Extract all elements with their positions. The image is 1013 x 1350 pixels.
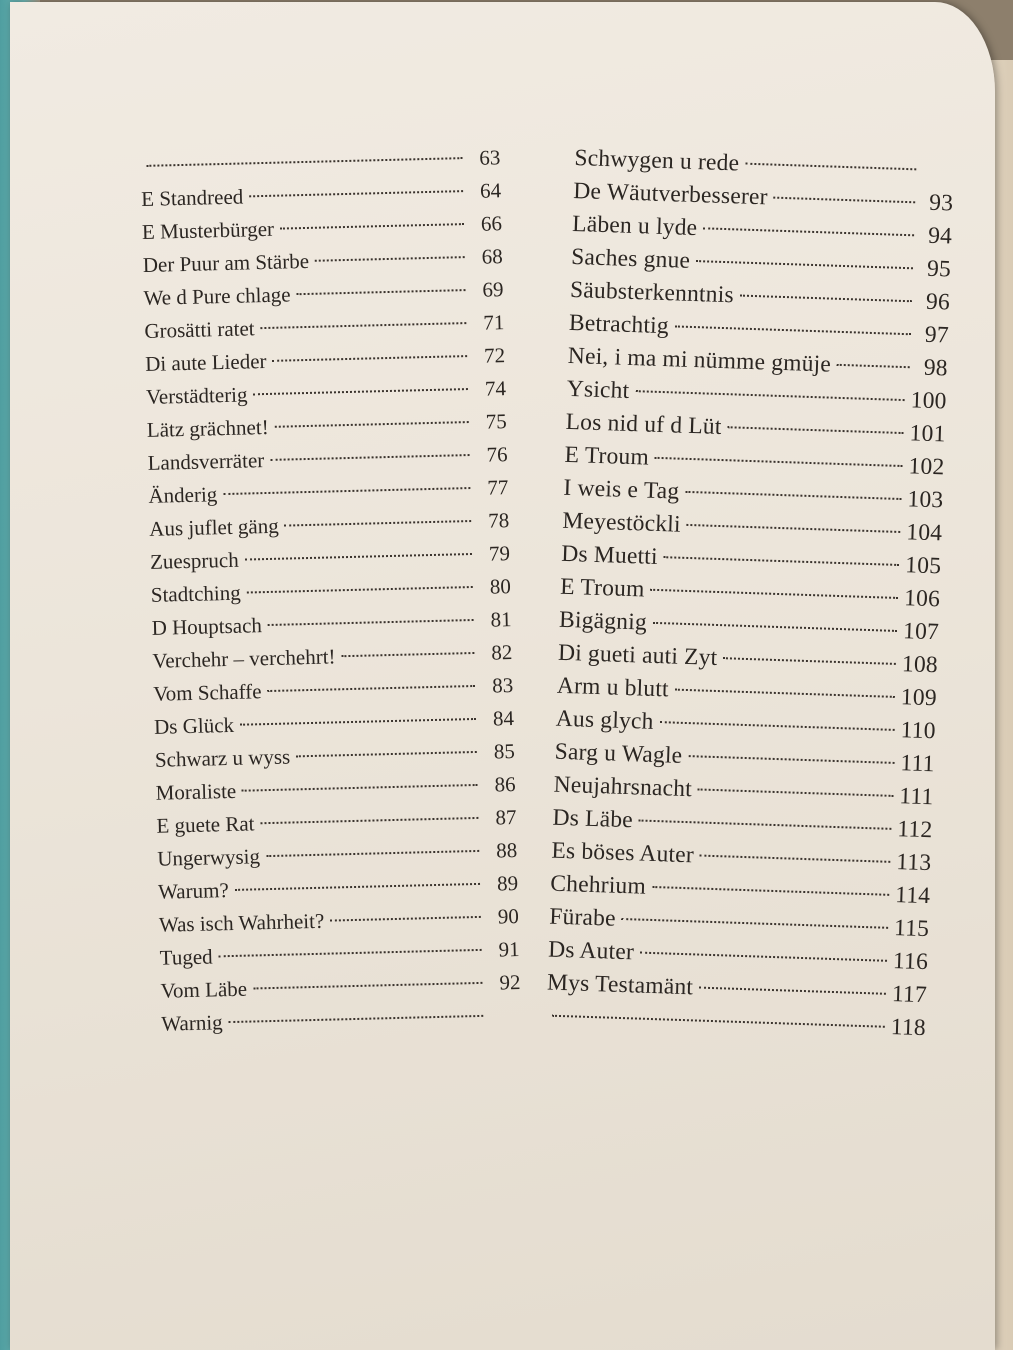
- toc-entry-page-number: 66: [480, 211, 503, 236]
- toc-entry-page-number: 114: [894, 882, 931, 910]
- dot-leader: [146, 157, 462, 167]
- toc-entry-title: Ysicht: [566, 375, 630, 404]
- toc-entry-page-number: 117: [891, 980, 928, 1009]
- dot-leader: [260, 817, 478, 824]
- toc-entry-title: Der Puur am Stärbe: [142, 248, 310, 277]
- toc-entry-page-number: 93: [928, 189, 954, 217]
- toc-entry-page-number: 97: [924, 321, 950, 349]
- dot-leader: [253, 982, 482, 990]
- toc-entry-page-number: 69: [482, 277, 504, 302]
- toc-entry-title: Warnig: [161, 1010, 223, 1036]
- toc-entry-page-number: 83: [491, 673, 514, 698]
- toc-entry-title: Ds Auter: [547, 936, 635, 966]
- toc-entry-page-number: 103: [907, 486, 944, 514]
- toc-entry-title: Neujahrsnacht: [553, 771, 693, 803]
- dot-leader: [698, 788, 894, 796]
- toc-entry-title: Di aute Lieder: [144, 348, 267, 376]
- toc-entry-title: Betrachtig: [568, 309, 670, 340]
- dot-leader: [651, 589, 899, 599]
- toc-entry-page-number: 109: [900, 684, 938, 712]
- toc-entry-page-number: 113: [895, 849, 932, 877]
- toc-entry-page-number: 110: [900, 717, 937, 745]
- dot-leader: [660, 721, 895, 731]
- dot-leader: [740, 295, 912, 303]
- toc-entry-title: Es böses Auter: [551, 837, 695, 869]
- toc-entry-title: Warum?: [157, 878, 230, 904]
- toc-entry-title: E guete Rat: [156, 811, 255, 838]
- dot-leader: [297, 289, 466, 295]
- toc-entry-page-number: 102: [908, 453, 945, 481]
- dot-leader: [247, 586, 473, 594]
- toc-entry-page-number: 118: [890, 1013, 927, 1042]
- toc-entry-title: Aus glych: [555, 705, 655, 735]
- toc-entry-page-number: 78: [487, 508, 510, 533]
- toc-entry-page-number: 85: [493, 739, 516, 764]
- toc-entry-page-number: 116: [892, 948, 929, 976]
- dot-leader: [653, 622, 897, 632]
- toc-entry-page-number: 94: [927, 222, 953, 250]
- toc-entry-page-number: 86: [494, 772, 516, 797]
- toc-entry-page-number: 112: [896, 816, 933, 844]
- toc-entry-title: Ds Muetti: [560, 540, 659, 570]
- toc-entry-title: E Musterbürger: [141, 216, 275, 244]
- dot-leader: [652, 886, 889, 896]
- dot-leader: [699, 987, 886, 995]
- toc-entry-page-number: [489, 1022, 521, 1023]
- dot-leader: [315, 256, 465, 262]
- toc-entry-page-number: 111: [898, 783, 934, 811]
- toc-entry-page-number: 106: [903, 585, 941, 613]
- dot-leader: [688, 755, 894, 764]
- toc-entry-title: Schwygen u rede: [574, 144, 740, 177]
- toc-entry-page-number: 84: [492, 706, 515, 731]
- toc-entry-title: De Wäutverbesserer: [572, 177, 769, 211]
- toc-entry-page-number: [922, 177, 954, 178]
- toc-entry-page-number: 101: [909, 420, 946, 448]
- toc-entry-title: We d Pure chlage: [143, 282, 291, 310]
- dot-leader: [296, 751, 477, 757]
- toc-entry-page-number: 91: [498, 936, 520, 962]
- dot-leader: [268, 619, 474, 626]
- dot-leader: [696, 260, 913, 269]
- toc-entry-title: Ds Läbe: [552, 804, 634, 834]
- dot-leader: [675, 325, 911, 335]
- toc-entry-title: I weis e Tag: [563, 474, 680, 505]
- toc-entry-title: Grosätti ratet: [144, 316, 255, 343]
- dot-leader: [837, 364, 910, 368]
- toc-entry-title: E Troum: [559, 573, 645, 603]
- toc-entry-page-number: 80: [489, 574, 512, 599]
- dot-leader: [774, 197, 916, 204]
- toc-entry-page-number: 95: [926, 255, 952, 283]
- toc-entry-title: Tuged: [159, 944, 213, 970]
- toc-entry-page-number: 82: [491, 640, 513, 665]
- toc-entry-page-number: 77: [487, 475, 509, 500]
- toc-entry-page-number: 72: [483, 343, 506, 368]
- dot-leader: [675, 689, 895, 698]
- dot-leader: [270, 454, 469, 461]
- dot-leader: [229, 1015, 484, 1023]
- dot-leader: [703, 227, 914, 236]
- toc-entry-title: Stadtching: [150, 580, 241, 607]
- toc-entry-title: Los nid uf d Lüt: [565, 408, 723, 441]
- dot-leader: [272, 355, 467, 362]
- dot-leader: [219, 949, 482, 957]
- dot-leader: [280, 223, 464, 229]
- toc-entry-title: Arm u blutt: [556, 672, 670, 703]
- dot-leader: [745, 163, 916, 171]
- book-page: [10, 2, 995, 1350]
- toc-entry-page-number: 96: [925, 288, 951, 316]
- toc-left-column: [140, 141, 522, 1041]
- toc-entry-title: Lätz grächnet!: [146, 414, 269, 442]
- toc-entry-page-number: 115: [893, 915, 930, 943]
- dot-leader: [249, 190, 463, 197]
- dot-leader: [635, 390, 904, 401]
- toc-entry-page-number: 63: [478, 145, 501, 170]
- toc-entry-page-number: 100: [910, 387, 948, 415]
- toc-entry-title: Aus juflet gäng: [148, 513, 279, 541]
- toc-entry-title: Mys Testamänt: [546, 969, 694, 1001]
- dot-leader: [245, 553, 472, 561]
- dot-leader: [268, 685, 476, 692]
- toc-entry-page-number: 105: [904, 552, 942, 580]
- dot-leader: [240, 718, 476, 726]
- toc-entry-title: Di gueti auti Zyt: [557, 639, 718, 671]
- toc-entry-title: Was isch Wahrheit?: [158, 908, 325, 937]
- toc-entry-page-number: 81: [490, 607, 512, 632]
- toc-entry-title: E Standreed: [140, 184, 244, 211]
- dot-leader: [685, 491, 901, 500]
- dot-leader: [639, 819, 892, 829]
- toc-entry-title: Meyestöckli: [562, 507, 682, 538]
- dot-leader: [622, 918, 888, 929]
- toc-entry-page-number: 92: [499, 969, 521, 995]
- dot-leader: [223, 487, 470, 495]
- dot-leader: [664, 556, 900, 566]
- dot-leader: [640, 952, 887, 962]
- toc-entry-title: Vom Schaffe: [152, 679, 262, 706]
- toc-entry-page-number: 104: [905, 519, 943, 547]
- toc-entry-title: Ungerwysig: [157, 844, 261, 871]
- dot-leader: [723, 657, 896, 665]
- dot-leader: [235, 883, 480, 891]
- toc-entry-title: Fürabe: [548, 903, 617, 932]
- dot-leader: [700, 855, 890, 863]
- dot-leader: [655, 457, 903, 467]
- toc-entry-title: Bigägnig: [558, 606, 648, 636]
- toc-entry-title: Schwarz u wyss: [154, 744, 291, 772]
- toc-entry-title: Ds Glück: [153, 712, 235, 739]
- toc-entry-page-number: 64: [479, 178, 502, 203]
- toc-entry-page-number: 88: [495, 837, 518, 863]
- toc-entry-title: Chehrium: [549, 870, 647, 900]
- toc-entry-title: Verstädterig: [145, 382, 248, 409]
- toc-entry-title: Säubsterkenntnis: [569, 276, 735, 309]
- toc-entry-page-number: 71: [483, 310, 505, 335]
- toc-entry-page-number: 107: [902, 618, 940, 646]
- dot-leader: [330, 916, 481, 922]
- toc-entry-title: Änderig: [148, 482, 218, 508]
- toc-entry-page-number: 68: [481, 244, 503, 269]
- dot-leader: [242, 784, 477, 792]
- toc-entry-page-number: 79: [488, 541, 511, 566]
- toc-right-column: [545, 142, 954, 1045]
- toc-entry-page-number: 75: [485, 409, 508, 434]
- toc-entry-title: Läben u lyde: [571, 210, 698, 242]
- toc-entry-page-number: 76: [486, 442, 508, 467]
- toc-entry-title: Zuespruch: [149, 547, 239, 574]
- dot-leader: [261, 322, 467, 329]
- toc-entry-title: Moraliste: [155, 778, 237, 805]
- toc-entry-title: Landsverräter: [147, 448, 265, 475]
- toc-entry-page-number: 87: [495, 805, 517, 830]
- toc-entry-title: Saches gnue: [570, 243, 691, 274]
- toc-entry-title: Vom Läbe: [160, 976, 248, 1003]
- dot-leader: [266, 850, 479, 857]
- dot-leader: [728, 426, 904, 434]
- toc-entry-title: D Houptsach: [151, 613, 263, 640]
- dot-leader: [552, 1015, 885, 1028]
- dot-leader: [253, 388, 468, 395]
- dot-leader: [341, 652, 474, 657]
- toc-entry-page-number: 90: [497, 903, 520, 929]
- toc-entry-title: Nei, i ma mi nümme gmüje: [567, 342, 832, 378]
- toc-entry-page-number: 108: [901, 651, 939, 679]
- dot-leader: [275, 421, 469, 428]
- toc-entry-page-number: 89: [496, 870, 519, 896]
- toc-entry-title: Sarg u Wagle: [554, 738, 683, 769]
- dot-leader: [687, 524, 901, 533]
- dot-leader: [285, 520, 472, 527]
- toc-entry-page-number: 74: [484, 376, 507, 401]
- toc-entry-title: Verchehr – verchehrt!: [152, 644, 336, 673]
- toc-entry-title: E Troum: [564, 441, 650, 471]
- toc-entry-page-number: 98: [923, 354, 949, 382]
- toc-entry-page-number: 111: [900, 750, 935, 778]
